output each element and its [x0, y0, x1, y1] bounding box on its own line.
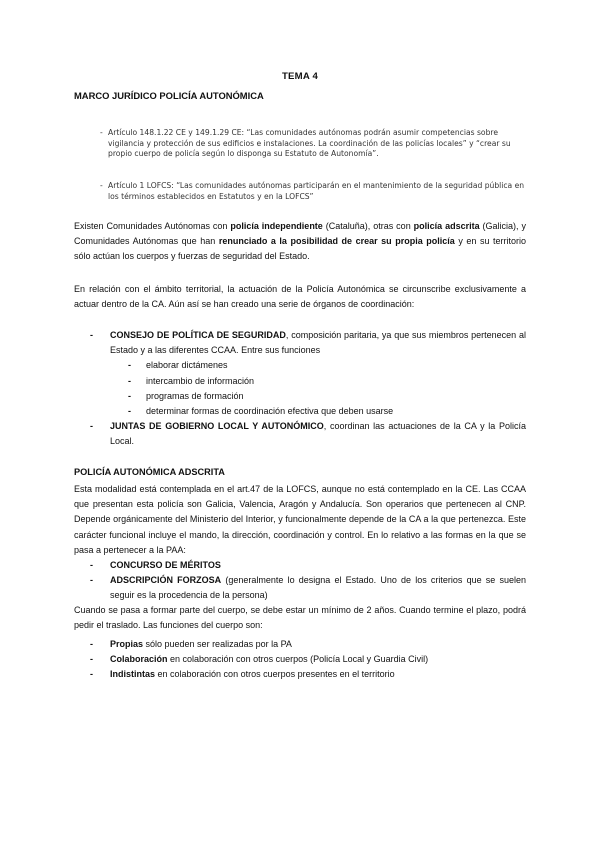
quote-dash: -: [100, 128, 103, 137]
list-item: [90, 573, 526, 603]
text-run: Existen Comunidades Autónomas con: [74, 221, 231, 231]
bullet-dash: -: [128, 360, 131, 371]
bullet-dash: -: [128, 375, 131, 386]
list-item-text: , coordinan las actuaciones de la CA y la Policía Local.: [110, 421, 526, 447]
list-item: [90, 637, 526, 652]
list-item-title: ADSCRIPCIÓN FORZOSA: [110, 575, 222, 586]
text-run: (Cataluña), otras con: [322, 221, 414, 231]
paragraph-police-types: [74, 219, 526, 265]
list-item: [90, 558, 526, 573]
quote-article-148: [100, 128, 528, 160]
bullet-dash: -: [128, 406, 131, 417]
document-title: MARCO JURÍDICO POLICÍA AUTONÓMICA: [74, 90, 264, 101]
paragraph-minimum-stay: Cuando se pasa a formar parte del cuerpo, se debe estar un mínimo de 2 años. Cuando termine el plazo, podrá pedir el traslado. Las funciones del cuerpo son:: [74, 605, 526, 631]
list-item-title: Indistintas: [110, 669, 156, 680]
bold-run: policía adscrita: [413, 221, 480, 231]
list-item: [90, 667, 526, 682]
coordination-bodies-list: [90, 328, 526, 450]
quote-article-1-lofcs: [100, 181, 528, 201]
quote-text: Artículo 1 LOFCS: “Las comunidades autónomas participarán en el mantenimiento de la seguridad pública en los términos establecidos en Estatutos y en la LOFCS”: [108, 181, 525, 201]
sublist-item-text: programas de formación: [146, 390, 244, 401]
sublist-item-text: elaborar dictámenes: [146, 360, 228, 371]
bold-run: renunciado a la posibilidad de crear su propia policía: [218, 236, 455, 247]
sublist-item-text: determinar formas de coordinación efectiva que deben usarse: [146, 406, 394, 417]
sublist-item-text: intercambio de información: [146, 375, 255, 386]
paragraph-adscrita: Esta modalidad está contemplada en el art.47 de la LOFCS, aunque no está contemplado en la CE. Las CCAA que presentan esta policía son Galicia, Valencia, Aragón y Andalucía. Son operarios que pertenecen al CNP. Depende orgánicamente del Ministerio del Interior, y funcionalmente depende de la CA a la que pertenezca. Este carácter funcional incluye el mando, la dirección, coordinación y control. En lo relativo a las formas en la que se pasa a pertenecer a la PAA:: [74, 484, 526, 555]
bullet-dash: -: [90, 330, 93, 340]
bullet-dash: -: [90, 560, 93, 570]
list-item: [90, 652, 526, 667]
paragraph-territorial-scope: En relación con el ámbito territorial, la actuación de la Policía Autonómica se circunscribe exclusivamente a actuar dentro de la CA. Aún así se han creado una serie de órganos de coordinación:: [74, 284, 526, 310]
sublist-item: [128, 374, 526, 389]
list-item-text: sólo pueden ser realizadas por la PA: [143, 639, 292, 649]
bullet-dash: -: [90, 669, 93, 680]
bullet-dash: -: [90, 654, 93, 665]
list-item-text: en colaboración con otros cuerpos presentes en el territorio: [155, 669, 395, 680]
list-item-title: Propias: [110, 639, 144, 649]
text-run: y en su territorio sólo actúan los cuerpos y fuerzas de seguridad del Estado.: [74, 236, 527, 262]
quote-dash: -: [100, 181, 103, 190]
bullet-dash: -: [128, 390, 131, 401]
topic-number: TEMA 4: [281, 71, 319, 82]
list-item-text: (generalmente lo designa el Estado. Uno de los criterios que se suelen seguir es la procedencia de la persona): [110, 575, 526, 601]
sublist-item: [128, 404, 526, 419]
section-title: POLICÍA AUTONÓMICA ADSCRITA: [74, 467, 225, 477]
access-methods-list: [90, 558, 526, 604]
list-item-text: en colaboración con otros cuerpos (Policía Local y Guardia Civil): [167, 654, 429, 665]
list-item-title: JUNTAS DE GOBIERNO LOCAL Y AUTONÓMICO: [110, 421, 324, 432]
bullet-dash: -: [90, 639, 93, 649]
text-run: (Galicia), y Comunidades Autónomas que han: [74, 221, 526, 247]
list-item-title: CONSEJO DE POLÍTICA DE SEGURIDAD: [110, 330, 286, 340]
list-item-title: CONCURSO DE MÉRITOS: [110, 560, 221, 570]
list-item-title: Colaboración: [110, 654, 168, 665]
list-item: [90, 419, 526, 449]
bullet-dash: -: [90, 421, 93, 432]
quote-text: Artículo 148.1.22 CE y 149.1.29 CE: “Las comunidades autónomas podrán asumir competencias sobre vigilancia y protección de sus edificios e instalaciones. La coordinación de las policías locales” y “crear su propio cuerpo de policía según lo disponga su Estatuto de Autonomía”.: [108, 128, 511, 159]
list-item: [90, 328, 526, 419]
sublist-item: [128, 389, 526, 404]
corps-functions-list: [90, 637, 526, 683]
functions-sublist: [110, 358, 526, 419]
list-item-text: , composición paritaria, ya que sus miembros pertenecen al Estado y a las diferentes CCAA. Entre sus funciones: [110, 330, 526, 356]
bullet-dash: -: [90, 575, 93, 586]
sublist-item: [128, 358, 526, 373]
bold-run: policía independiente: [230, 221, 323, 231]
